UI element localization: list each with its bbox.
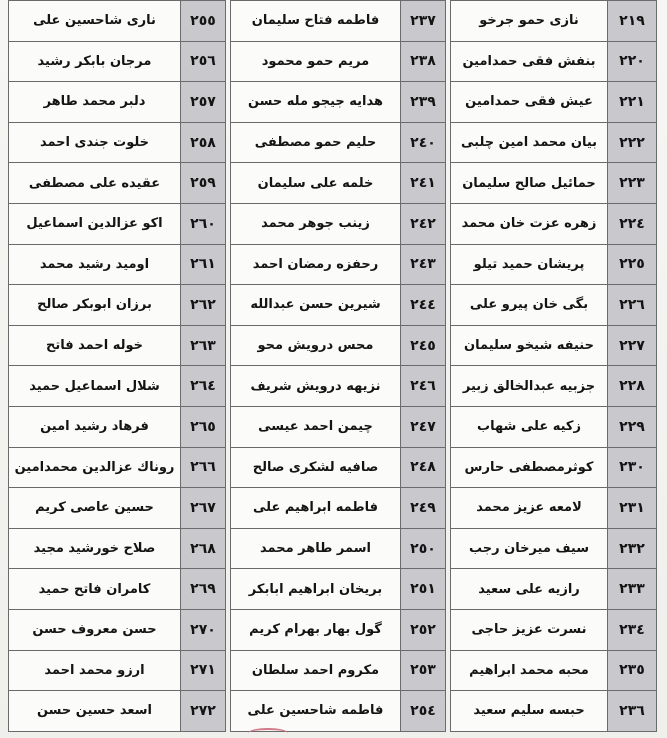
row-number: ٢٧٢	[181, 691, 226, 732]
person-name: رازيه على سعيد	[451, 569, 608, 610]
table-row	[9, 366, 226, 407]
row-number: ٢٢٧	[608, 325, 657, 366]
table-row	[451, 366, 657, 407]
row-number: ٢٥٢	[401, 609, 446, 650]
row-number: ٢٤٩	[401, 488, 446, 529]
table-row	[9, 244, 226, 285]
row-number: ٢٣٦	[608, 691, 657, 732]
table-row	[451, 163, 657, 204]
person-name: رحفزه رمضان احمد	[231, 244, 401, 285]
table-row	[451, 488, 657, 529]
table-row	[231, 691, 446, 732]
person-name: شلال اسماعيل حميد	[9, 366, 181, 407]
row-number: ٢٤٨	[401, 447, 446, 488]
table-row	[451, 609, 657, 650]
row-number: ٢٣٤	[608, 609, 657, 650]
row-number: ٢٣٠	[608, 447, 657, 488]
person-name: مريم حمو محمود	[231, 41, 401, 82]
table-row	[9, 82, 226, 123]
table-row	[9, 285, 226, 326]
person-name: فاطمه شاحسين على	[231, 691, 401, 732]
person-name: اكو عزالدين اسماعيل	[9, 203, 181, 244]
person-name: مكروم احمد سلطان	[231, 650, 401, 691]
person-name: صافيه لشكرى صالح	[231, 447, 401, 488]
person-name: خوله احمد فاتح	[9, 325, 181, 366]
person-name: هدايه جيجو مله حسن	[231, 82, 401, 123]
row-number: ٢٢٠	[608, 41, 657, 82]
row-number: ٢٦٩	[181, 569, 226, 610]
row-number: ٢٢٦	[608, 285, 657, 326]
table-row	[231, 82, 446, 123]
table-row	[231, 650, 446, 691]
person-name: فرهاد رشيد امين	[9, 406, 181, 447]
row-number: ٢٥٥	[181, 1, 226, 42]
row-number: ٢٦٧	[181, 488, 226, 529]
table-row	[451, 447, 657, 488]
row-number: ٢٥١	[401, 569, 446, 610]
row-number: ٢٢٤	[608, 203, 657, 244]
row-number: ٢٦٥	[181, 406, 226, 447]
person-name: دلبر محمد طاهر	[9, 82, 181, 123]
table-row	[231, 285, 446, 326]
table-row	[451, 650, 657, 691]
table-row	[451, 285, 657, 326]
row-number: ٢٥٠	[401, 528, 446, 569]
row-number: ٢٣٥	[608, 650, 657, 691]
table-row	[9, 203, 226, 244]
table-row	[231, 406, 446, 447]
person-name: زهره عزت خان محمد	[451, 203, 608, 244]
person-name: مرجان بابكر رشيد	[9, 41, 181, 82]
row-number: ٢١٩	[608, 1, 657, 42]
person-name: چيمن احمد عيسى	[231, 406, 401, 447]
table-row	[231, 203, 446, 244]
person-name: نزيهه درويش شريف	[231, 366, 401, 407]
row-number: ٢٢٥	[608, 244, 657, 285]
table-row	[9, 488, 226, 529]
person-name: زينب جوهر محمد	[231, 203, 401, 244]
table-row	[231, 488, 446, 529]
row-number: ٢٥٣	[401, 650, 446, 691]
table-row	[231, 447, 446, 488]
table-row	[231, 244, 446, 285]
person-name: اسعد حسين حسن	[9, 691, 181, 732]
row-number: ٢٣٧	[401, 1, 446, 42]
row-number: ٢٣٩	[401, 82, 446, 123]
person-name: اسمر طاهر محمد	[231, 528, 401, 569]
row-number: ٢٣٢	[608, 528, 657, 569]
row-number: ٢٧١	[181, 650, 226, 691]
person-name: لامعه عزيز محمد	[451, 488, 608, 529]
table-row	[9, 691, 226, 732]
table-row	[451, 569, 657, 610]
row-number: ٢٤٥	[401, 325, 446, 366]
person-name: محس درويش محو	[231, 325, 401, 366]
person-name: خلوت جندى احمد	[9, 122, 181, 163]
row-number: ٢٥٤	[401, 691, 446, 732]
row-number: ٢٦٦	[181, 447, 226, 488]
names-table-right	[450, 0, 657, 732]
person-name: برزان ابوبكر صالح	[9, 285, 181, 326]
row-number: ٢٥٩	[181, 163, 226, 204]
person-name: پريشان حميد تيلو	[451, 244, 608, 285]
person-name: جزبيه عبدالخالق زبير	[451, 366, 608, 407]
person-name: حسين عاصى كريم	[9, 488, 181, 529]
row-number: ٢٤٢	[401, 203, 446, 244]
table-row	[231, 609, 446, 650]
table-row	[231, 163, 446, 204]
person-name: سيف ميرخان رجب	[451, 528, 608, 569]
row-number: ٢٣١	[608, 488, 657, 529]
person-name: خلمه على سليمان	[231, 163, 401, 204]
row-number: ٢٦٨	[181, 528, 226, 569]
table-row	[9, 325, 226, 366]
table-row	[231, 325, 446, 366]
person-name: عقيده على مصطفى	[9, 163, 181, 204]
table-row	[451, 82, 657, 123]
table-row	[9, 447, 226, 488]
person-name: فاطمه ابراهيم على	[231, 488, 401, 529]
table-row	[9, 528, 226, 569]
person-name: كامران فاتح حميد	[9, 569, 181, 610]
row-number: ٢٤١	[401, 163, 446, 204]
table-row	[9, 1, 226, 42]
table-row	[9, 406, 226, 447]
table-row	[231, 366, 446, 407]
person-name: حنيفه شيخو سليمان	[451, 325, 608, 366]
row-number: ٢٧٠	[181, 609, 226, 650]
table-row	[451, 41, 657, 82]
table-row	[451, 203, 657, 244]
row-number: ٢٤٦	[401, 366, 446, 407]
person-name: فاطمه فتاح سليمان	[231, 1, 401, 42]
table-row	[451, 528, 657, 569]
table-row	[9, 122, 226, 163]
table-row	[451, 325, 657, 366]
row-number: ٢٤٣	[401, 244, 446, 285]
row-number: ٢٤٠	[401, 122, 446, 163]
names-table-middle	[230, 0, 446, 732]
row-number: ٢٣٨	[401, 41, 446, 82]
row-number: ٢٣٣	[608, 569, 657, 610]
person-name: بنفش فقى حمدامين	[451, 41, 608, 82]
person-name: ارزو محمد احمد	[9, 650, 181, 691]
person-name: حليم حمو مصطفى	[231, 122, 401, 163]
person-name: نارى شاحسين على	[9, 1, 181, 42]
row-number: ٢٢١	[608, 82, 657, 123]
person-name: محبه محمد ابراهيم	[451, 650, 608, 691]
person-name: صلاح خورشيد مجيد	[9, 528, 181, 569]
names-table-left	[8, 0, 226, 732]
row-number: ٢٢٣	[608, 163, 657, 204]
person-name: بگى خان پيرو على	[451, 285, 608, 326]
row-number: ٢٤٤	[401, 285, 446, 326]
row-number: ٢٦٤	[181, 366, 226, 407]
stamp-mark	[248, 728, 288, 738]
table-row	[451, 1, 657, 42]
row-number: ٢٢٢	[608, 122, 657, 163]
table-row	[451, 122, 657, 163]
person-name: زكيه على شهاب	[451, 406, 608, 447]
person-name: نازى حمو جرخو	[451, 1, 608, 42]
person-name: حمائيل صالح سليمان	[451, 163, 608, 204]
table-row	[231, 569, 446, 610]
person-name: حبسه سليم سعيد	[451, 691, 608, 732]
table-row	[9, 650, 226, 691]
person-name: گول بهار بهرام كريم	[231, 609, 401, 650]
person-name: بريخان ابراهيم ابابكر	[231, 569, 401, 610]
row-number: ٢٥٦	[181, 41, 226, 82]
person-name: حسن معروف حسن	[9, 609, 181, 650]
table-row	[231, 528, 446, 569]
person-name: نسرت عزيز حاجى	[451, 609, 608, 650]
row-number: ٢٥٧	[181, 82, 226, 123]
person-name: شيرين حسن عبدالله	[231, 285, 401, 326]
table-row	[451, 406, 657, 447]
row-number: ٢٦٢	[181, 285, 226, 326]
row-number: ٢٦٠	[181, 203, 226, 244]
table-row	[231, 1, 446, 42]
table-row	[9, 163, 226, 204]
row-number: ٢٢٩	[608, 406, 657, 447]
table-row	[451, 244, 657, 285]
person-name: كوثرمصطفى حارس	[451, 447, 608, 488]
row-number: ٢٢٨	[608, 366, 657, 407]
person-name: اوميد رشيد محمد	[9, 244, 181, 285]
table-row	[231, 41, 446, 82]
row-number: ٢٥٨	[181, 122, 226, 163]
table-row	[9, 41, 226, 82]
person-name: روناك عزالدين محمدامين	[9, 447, 181, 488]
table-row	[231, 122, 446, 163]
person-name: بيان محمد امين چلبى	[451, 122, 608, 163]
row-number: ٢٦٣	[181, 325, 226, 366]
table-row	[9, 609, 226, 650]
person-name: عيش فقى حمدامين	[451, 82, 608, 123]
table-row	[451, 691, 657, 732]
row-number: ٢٦١	[181, 244, 226, 285]
row-number: ٢٤٧	[401, 406, 446, 447]
table-row	[9, 569, 226, 610]
